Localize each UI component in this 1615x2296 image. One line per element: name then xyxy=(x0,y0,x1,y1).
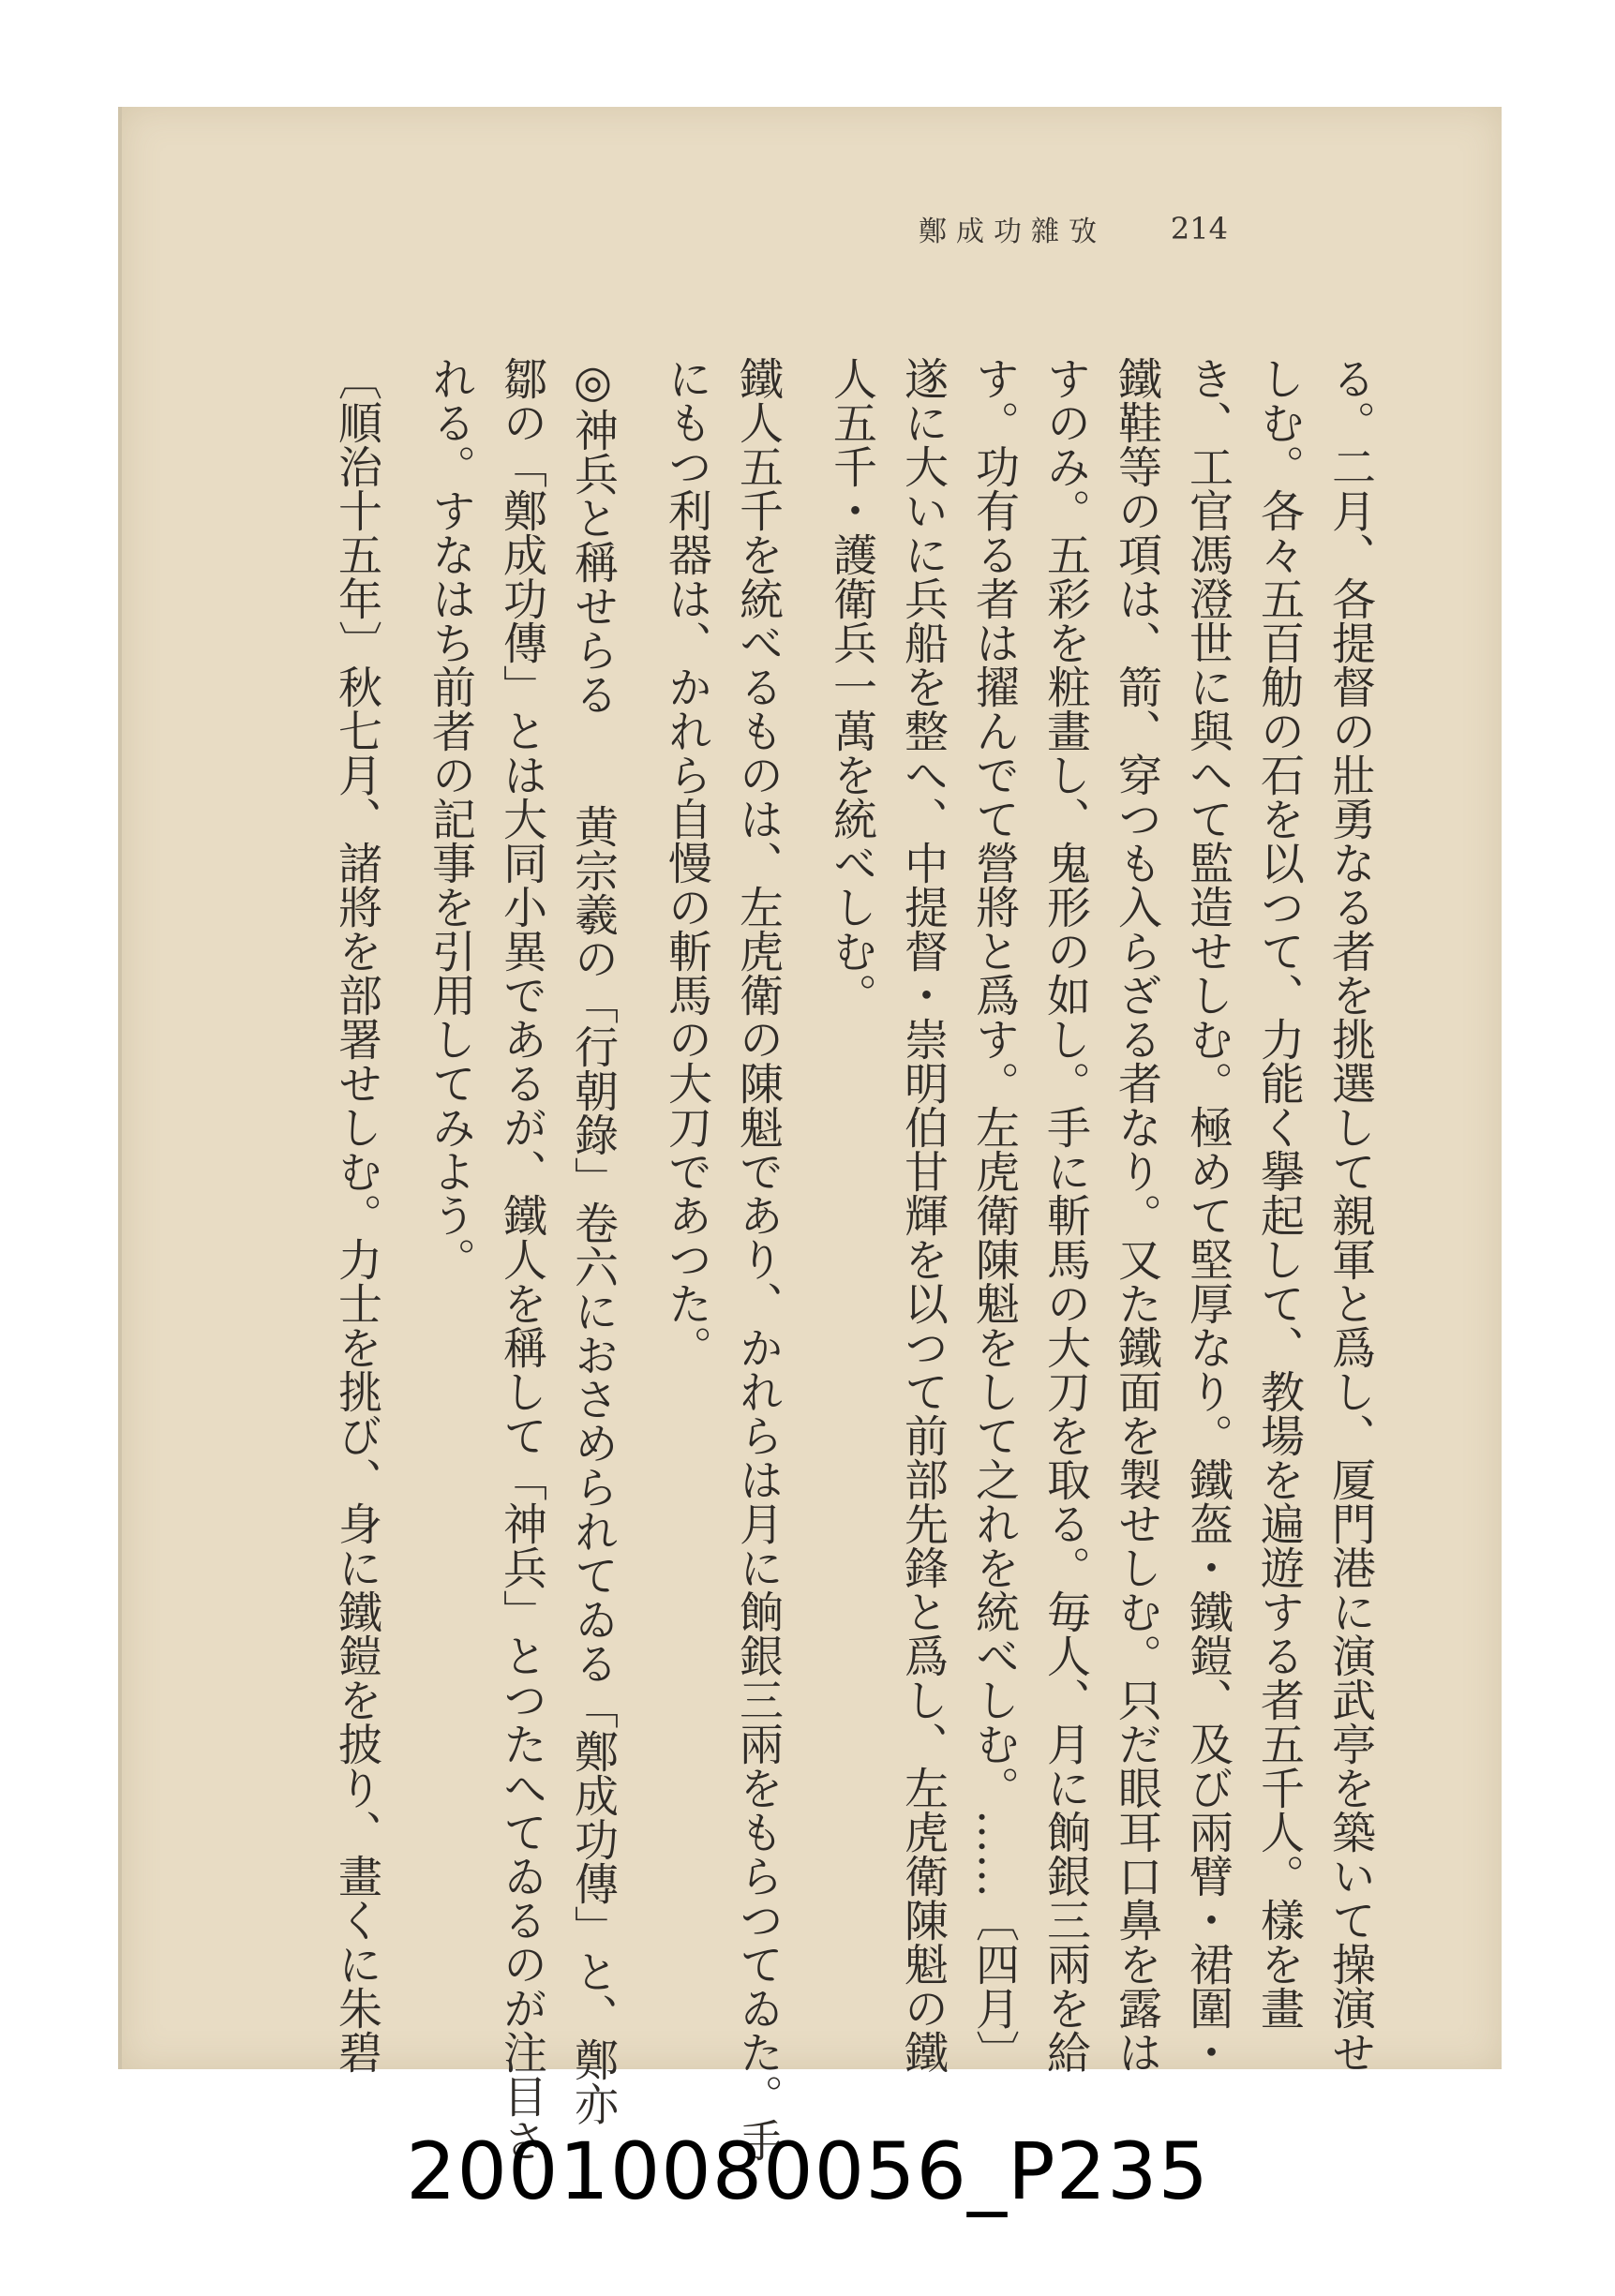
text-column: き、工官馮澄世に與へて監造せしむ。極めて堅厚なり。鐵盔・鐵鎧、及び兩臂・裙圍・ xyxy=(1182,356,1234,2074)
text-column: る。二月、各提督の壯勇なる者を挑選して親軍と爲し、厦門港に演武亭を築いて操演せ xyxy=(1324,356,1376,2074)
section-heading-column: ◎神兵と稱せらる 黄宗羲の「行朝錄」卷六におさめられてゐる「鄭成功傳」と、鄭亦 xyxy=(567,356,619,2125)
text-column: 鐵鞋等の項は、箭、穿つも入らざる者なり。又た鐵面を製せしむ。只だ眼耳口鼻を露は xyxy=(1111,356,1162,2074)
text-column: 鄒の「鄭成功傳」とは大同小異であるが、鐵人を稱して「神兵」とつたへてゐるのが注目さ xyxy=(496,356,547,2162)
text-column: 遂に大いに兵船を整へ、中提督・崇明伯甘輝を以つて前部先鋒と爲し、左虎衛陳魁の鐵 xyxy=(897,356,949,2074)
text-column: にもつ利器は、かれら自慢の斬馬の大刀であつた。 xyxy=(661,356,712,1369)
image-caption: 20010080056_P235 xyxy=(406,2125,1209,2217)
paragraph-gap xyxy=(392,356,414,1931)
text-column: 鐵人五千を統べるものは、左虎衛の陳魁であり、かれらは月に餉銀三兩をもらつてゐた。手 xyxy=(732,356,784,2162)
page-number: 214 xyxy=(1170,211,1228,246)
vertical-text-body xyxy=(331,356,1385,2162)
paragraph-gap xyxy=(793,356,815,1931)
paragraph-gap xyxy=(628,356,650,1931)
header-title: 鄭成功雜攷 xyxy=(919,216,1106,248)
text-column: すのみ。五彩を粧畫し、鬼形の如し。手に斬馬の大刀を取る。毎人、月に餉銀三兩を給 xyxy=(1039,356,1091,2074)
text-column: 人五千・護衛兵一萬を統べしむ。 xyxy=(826,356,877,1017)
quotation-column: 〔順治十五年〕秋七月、諸將を部署せしむ。力士を挑び、身に鐵鎧を披り、畫くに朱碧 xyxy=(331,356,382,2074)
text-column: す。功有る者は擢んでて營將と爲す。左虎衛陳魁をして之れを統べしむ。……〔四月〕 xyxy=(968,356,1020,2074)
text-column: れる。すなはち前者の記事を引用してみよう。 xyxy=(425,356,476,1281)
text-column: しむ。各々五百觔の石を以つて、力能く擧起して、教場を遍遊する者五千人。樣を畫 xyxy=(1253,356,1305,2030)
running-header xyxy=(919,201,1228,257)
